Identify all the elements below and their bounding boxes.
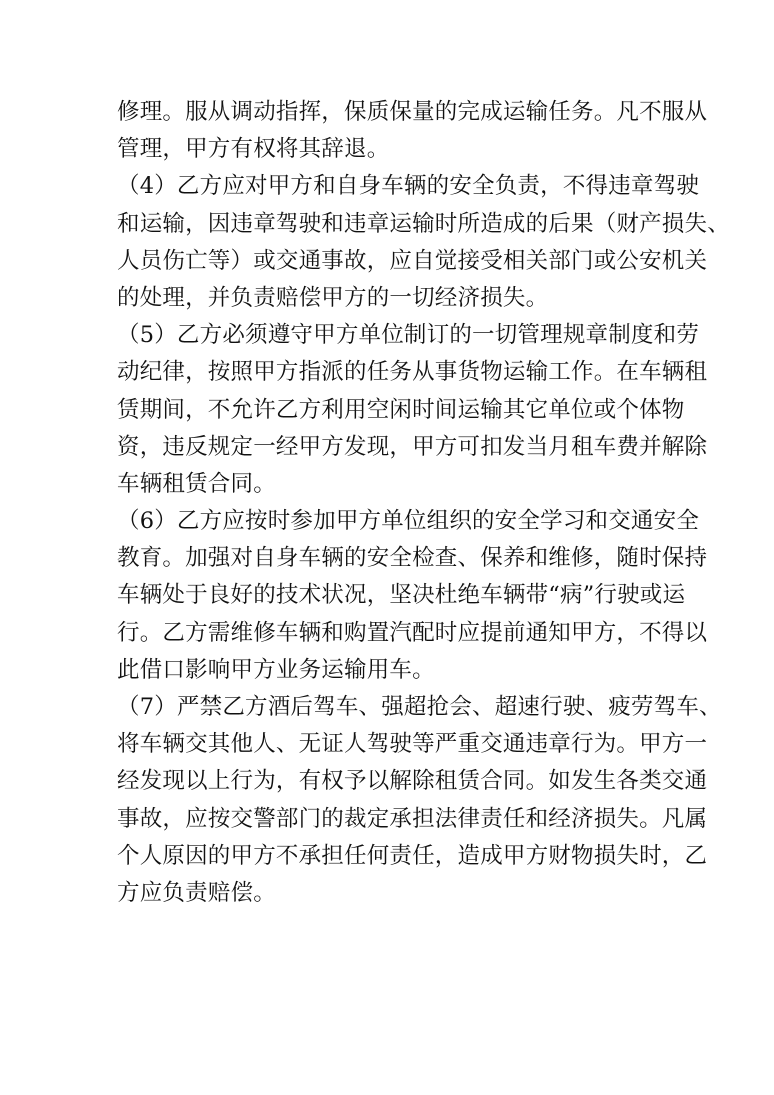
text-line: 个人原因的甲方不承担任何责任，造成甲方财物损失时，乙 bbox=[117, 842, 708, 869]
text-line: 和运输，因违章驾驶和违章运输时所造成的后果（财产损失、 bbox=[117, 210, 730, 237]
text-line: 将车辆交其他人、无证人驾驶等严重交通违章行为。甲方一 bbox=[117, 731, 708, 758]
paragraph-clause-7 bbox=[117, 689, 722, 912]
text-line: 赁期间，不允许乙方利用空闲时间运输其它单位或个体物 bbox=[117, 396, 685, 423]
text-line: （5）乙方必须遵守甲方单位制订的一切管理规章制度和劳 bbox=[117, 322, 700, 349]
text-line: 经发现以上行为，有权予以解除租赁合同。如发生各类交通 bbox=[117, 768, 708, 795]
text-line: 的处理，并负责赔偿甲方的一切经济损失。 bbox=[117, 284, 549, 311]
text-line: 修理。服从调动指挥，保质保量的完成运输任务。凡不服从 bbox=[117, 99, 708, 125]
text-line: 车辆处于良好的技术状况，坚决杜绝车辆带“病”行驶或运 bbox=[117, 582, 686, 609]
text-line: （7）严禁乙方酒后驾车、强超抢会、超速行驶、疲劳驾车、 bbox=[117, 694, 722, 720]
text-line: 行。乙方需维修车辆和购置汽配时应提前通知甲方，不得以 bbox=[117, 619, 708, 646]
text-line: 人员伤亡等）或交通事故，应自觉接受相关部门或公安机关 bbox=[117, 247, 708, 274]
paragraph-clause-5 bbox=[117, 317, 708, 503]
text-line: 动纪律，按照甲方指派的任务从事货物运输工作。在车辆租 bbox=[117, 359, 708, 386]
paragraph-continuation bbox=[117, 94, 708, 168]
text-line: 事故，应按交警部门的裁定承担法律责任和经济损失。凡属 bbox=[117, 805, 708, 832]
paragraph-clause-4 bbox=[117, 168, 730, 317]
text-line: 教育。加强对自身车辆的安全检查、保养和维修，随时保持 bbox=[117, 545, 708, 572]
text-line: 此借口影响甲方业务运输用车。 bbox=[117, 656, 435, 683]
text-line: （6）乙方应按时参加甲方单位组织的安全学习和交通安全 bbox=[117, 508, 700, 535]
text-line: 管理，甲方有权将其辞退。 bbox=[117, 136, 390, 163]
text-line: （4）乙方应对甲方和自身车辆的安全负责，不得违章驾驶 bbox=[117, 173, 700, 200]
text-line: 资，违反规定一经甲方发现，甲方可扣发当月租车费并解除 bbox=[117, 433, 708, 460]
paragraph-clause-6 bbox=[117, 503, 708, 689]
text-line: 方应负责赔偿。 bbox=[117, 879, 276, 906]
text-line: 车辆租赁合同。 bbox=[117, 470, 276, 497]
document-body bbox=[117, 94, 730, 912]
